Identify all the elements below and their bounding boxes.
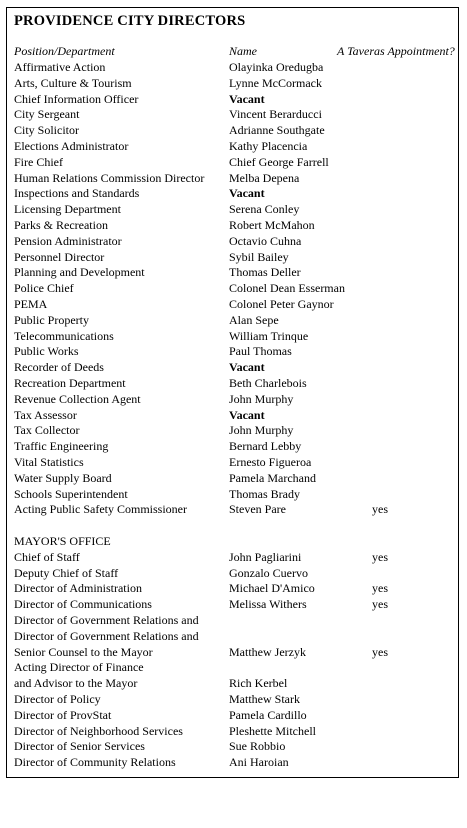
name-cell: Colonel Peter Gaynor bbox=[229, 296, 334, 311]
table-row bbox=[0, 676, 467, 692]
position-cell: Schools Superintendent bbox=[14, 486, 128, 501]
position-cell: Tax Assessor bbox=[14, 407, 77, 422]
name-cell: John Murphy bbox=[229, 423, 294, 438]
table-row bbox=[0, 392, 467, 408]
position-cell: PEMA bbox=[14, 296, 48, 311]
appointee-cell: yes bbox=[372, 502, 388, 517]
position-cell: Director of Senior Services bbox=[14, 739, 145, 754]
name-cell: Ani Haroian bbox=[229, 755, 289, 770]
table-row bbox=[0, 550, 467, 566]
table-row bbox=[0, 408, 467, 424]
name-cell: John Murphy bbox=[229, 391, 294, 406]
table-row bbox=[0, 139, 467, 155]
name-cell: Adrianne Southgate bbox=[229, 123, 325, 138]
position-cell: Recreation Department bbox=[14, 375, 126, 390]
position-cell: Director of Communications bbox=[14, 597, 152, 612]
appointee-cell: yes bbox=[372, 581, 388, 596]
position-cell: Director of Policy bbox=[14, 691, 101, 706]
appointee-cell: yes bbox=[372, 644, 388, 659]
name-cell: Octavio Cuhna bbox=[229, 233, 302, 248]
table-row bbox=[0, 613, 467, 629]
table-row bbox=[0, 123, 467, 139]
position-cell: Personnel Director bbox=[14, 249, 105, 264]
position-cell: Vital Statistics bbox=[14, 454, 84, 469]
name-cell: Melissa Withers bbox=[229, 597, 307, 612]
name-cell: Matthew Jerzyk bbox=[229, 644, 306, 659]
name-cell: Bernard Lebby bbox=[229, 439, 302, 454]
position-cell: Pension Administrator bbox=[14, 233, 122, 248]
name-cell: Vacant bbox=[229, 360, 265, 375]
position-cell: Tax Collector bbox=[14, 423, 80, 438]
name-cell: Kathy Placencia bbox=[229, 138, 308, 153]
position-cell: Director of Neighborhood Services bbox=[14, 723, 183, 738]
name-cell: Lynne McCormack bbox=[229, 75, 322, 90]
position-cell: Recorder of Deeds bbox=[14, 360, 104, 375]
mayors-office-section bbox=[0, 534, 467, 771]
name-cell: Michael D'Amico bbox=[229, 581, 315, 596]
table-row bbox=[0, 645, 467, 661]
name-cell: Vincent Berarducci bbox=[229, 107, 322, 122]
name-cell: Vacant bbox=[229, 91, 265, 106]
position-cell: Human Relations Commission Director bbox=[14, 170, 205, 185]
table-row bbox=[0, 265, 467, 281]
table-row bbox=[0, 597, 467, 613]
name-cell: Rich Kerbel bbox=[229, 676, 288, 691]
directors-list bbox=[0, 60, 467, 518]
mayors-office-heading: MAYOR'S OFFICE bbox=[14, 534, 111, 548]
position-cell: City Sergeant bbox=[14, 107, 80, 122]
mayors-office-list bbox=[0, 550, 467, 771]
table-row bbox=[0, 155, 467, 171]
table-row bbox=[0, 376, 467, 392]
table-row bbox=[0, 724, 467, 740]
position-cell: Chief of Staff bbox=[14, 549, 80, 564]
name-cell: Steven Pare bbox=[229, 502, 286, 517]
table-row bbox=[0, 313, 467, 329]
page-title: PROVIDENCE CITY DIRECTORS bbox=[14, 13, 246, 29]
position-cell: Public Works bbox=[14, 344, 79, 359]
position-cell: Public Property bbox=[14, 312, 89, 327]
table-row bbox=[0, 60, 467, 76]
position-cell: Inspections and Standards bbox=[14, 186, 140, 201]
table-row bbox=[0, 455, 467, 471]
name-cell: Matthew Stark bbox=[229, 691, 300, 706]
position-cell: Acting Director of Finance bbox=[14, 660, 144, 675]
table-row bbox=[0, 739, 467, 755]
table-row bbox=[0, 171, 467, 187]
table-row bbox=[0, 708, 467, 724]
name-cell: Chief George Farrell bbox=[229, 154, 329, 169]
position-cell: City Solicitor bbox=[14, 123, 80, 138]
table-row bbox=[0, 92, 467, 108]
name-cell: Pamela Marchand bbox=[229, 470, 316, 485]
table-row bbox=[0, 660, 467, 676]
position-cell: Revenue Collection Agent bbox=[14, 391, 141, 406]
position-cell: Acting Public Safety Commissioner bbox=[14, 502, 187, 517]
position-cell: Parks & Recreation bbox=[14, 217, 108, 232]
table-row bbox=[0, 471, 467, 487]
name-cell: Alan Sepe bbox=[229, 312, 279, 327]
name-cell: Ernesto Figueroa bbox=[229, 454, 312, 469]
position-cell: and Advisor to the Mayor bbox=[14, 676, 138, 691]
name-cell: Thomas Brady bbox=[229, 486, 300, 501]
position-cell: Telecommunications bbox=[14, 328, 114, 343]
table-row bbox=[0, 218, 467, 234]
name-cell: Sue Robbio bbox=[229, 739, 286, 754]
position-cell: Planning and Development bbox=[14, 265, 145, 280]
position-cell: Deputy Chief of Staff bbox=[14, 565, 119, 580]
table-row bbox=[0, 755, 467, 771]
table-row bbox=[0, 344, 467, 360]
position-cell: Senior Counsel to the Mayor bbox=[14, 644, 153, 659]
position-cell: Director of Government Relations and bbox=[14, 612, 199, 627]
name-cell: Sybil Bailey bbox=[229, 249, 289, 264]
table-row bbox=[0, 581, 467, 597]
position-cell: Water Supply Board bbox=[14, 470, 112, 485]
table-row bbox=[0, 692, 467, 708]
position-cell: Chief Information Officer bbox=[14, 91, 139, 106]
table-row bbox=[0, 297, 467, 313]
position-cell: Director of Government Relations and bbox=[14, 628, 199, 643]
name-cell: Gonzalo Cuervo bbox=[229, 565, 308, 580]
position-cell: Director of ProvStat bbox=[14, 707, 112, 722]
table-row bbox=[0, 186, 467, 202]
name-cell: Thomas Deller bbox=[229, 265, 301, 280]
name-cell: Vacant bbox=[229, 186, 265, 201]
table-row bbox=[0, 234, 467, 250]
position-cell: Affirmative Action bbox=[14, 60, 106, 74]
table-row bbox=[0, 629, 467, 645]
column-header-name: Name bbox=[229, 44, 257, 58]
table-row bbox=[0, 281, 467, 297]
appointee-cell: yes bbox=[372, 549, 388, 564]
name-cell: Pleshette Mitchell bbox=[229, 723, 316, 738]
table-row bbox=[0, 250, 467, 266]
table-row bbox=[0, 76, 467, 92]
position-cell: Traffic Engineering bbox=[14, 439, 109, 454]
table-row bbox=[0, 202, 467, 218]
column-header-position: Position/Department bbox=[14, 44, 115, 58]
table-row bbox=[0, 502, 467, 518]
name-cell: Olayinka Oredugba bbox=[229, 60, 324, 74]
name-cell: Vacant bbox=[229, 407, 265, 422]
section-heading-row bbox=[0, 534, 467, 550]
table-row bbox=[0, 329, 467, 345]
name-cell: John Pagliarini bbox=[229, 549, 302, 564]
table-row bbox=[0, 360, 467, 376]
position-cell: Licensing Department bbox=[14, 202, 121, 217]
position-cell: Fire Chief bbox=[14, 154, 63, 169]
table-row bbox=[0, 107, 467, 123]
position-cell: Director of Administration bbox=[14, 581, 142, 596]
table-row bbox=[0, 439, 467, 455]
column-header-appointment: A Taveras Appointment? bbox=[337, 44, 455, 58]
position-cell: Director of Community Relations bbox=[14, 755, 176, 770]
appointee-cell: yes bbox=[372, 597, 388, 612]
position-cell: Elections Administrator bbox=[14, 138, 129, 153]
table-row bbox=[0, 487, 467, 503]
name-cell: William Trinque bbox=[229, 328, 309, 343]
name-cell: Beth Charlebois bbox=[229, 375, 307, 390]
table-row bbox=[0, 566, 467, 582]
name-cell: Melba Depena bbox=[229, 170, 300, 185]
name-cell: Paul Thomas bbox=[229, 344, 292, 359]
name-cell: Robert McMahon bbox=[229, 217, 315, 232]
table-row bbox=[0, 423, 467, 439]
name-cell: Pamela Cardillo bbox=[229, 707, 307, 722]
name-cell: Serena Conley bbox=[229, 202, 300, 217]
position-cell: Arts, Culture & Tourism bbox=[14, 75, 132, 90]
name-cell: Colonel Dean Esserman bbox=[229, 281, 345, 296]
position-cell: Police Chief bbox=[14, 281, 74, 296]
